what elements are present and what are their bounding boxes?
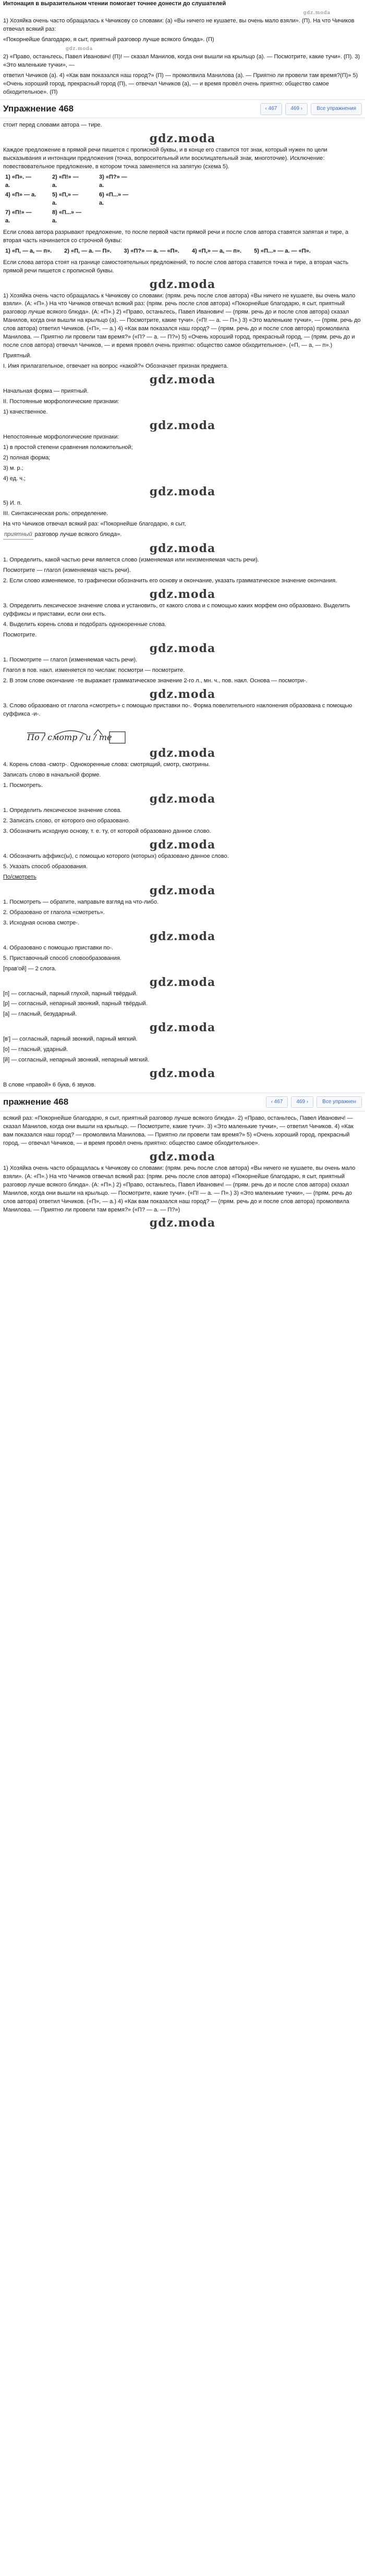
morpheme-diagram xyxy=(24,728,362,745)
answer-p17: Посмотрите — глагол (изменяемая часть речи). xyxy=(3,567,131,574)
answer-p32: 4. Обозначить аффикс(ы), с помощью которого (которых) образовано данное слово. xyxy=(3,853,229,860)
answer-p28: 1. Посмотреть. xyxy=(3,782,43,789)
answer-p42: [р] — согласный, непарный звонкий, парный твёрдый. xyxy=(3,1001,148,1007)
intro-section xyxy=(3,0,362,96)
intro-line-3: «Покорнейше благодарю, я сыт, приятный разговор лучше всякого блюда». (П) xyxy=(3,36,214,43)
next-exercise-button[interactable]: 469 › xyxy=(285,103,308,115)
prev-exercise-label: 467 xyxy=(268,106,277,112)
answer-p44: [в'] — согласный, парный звонкий, парный мягкий. xyxy=(3,1036,138,1043)
exercise-header xyxy=(0,99,365,118)
ending-mark xyxy=(110,732,125,743)
answer-p37: 3. Исходная основа смотре-. xyxy=(3,919,80,926)
answer-p2: Приятный. xyxy=(3,353,32,359)
watermark: gdz.moda xyxy=(149,687,216,701)
watermark: gdz.moda xyxy=(149,883,216,897)
theory-p2: Каждое предложение в прямой речи пишется с прописной буквы, и в конце его ставится тот знак, который нужен по цели высказывания и интонации предложения (точка, вопросительный или восклицательный знак, многоточие). Исключение: повествовательное предложение, в котором точка заменяется на запятую (схема 5). xyxy=(3,147,327,170)
morpheme-svg xyxy=(24,728,160,745)
scheme-item: 1) «П, — а, — п». xyxy=(5,247,52,254)
answer-p25: 3. Слово образовано от глагола «смотреть» с помощью приставки по-. Форма повелительного наклонения образована с помощью суффикса -и-. xyxy=(3,702,352,717)
answer-p8: 1) в простой степени сравнения положительной; xyxy=(3,444,133,451)
scheme-list-1 xyxy=(5,173,362,226)
watermark: gdz.moda xyxy=(149,975,216,989)
answer-p18: 2. Если слово изменяемое, то графически обозначить его основу и окончание, указать грамматическое значение окончания. xyxy=(3,578,337,584)
watermark: gdz.moda xyxy=(149,1216,216,1230)
second-p2: 1) Хозяйка очень часто обращалась к Чичикову со словами: (прям. речь после слов автора) «Вы ничего не кушаете, вы очень мало взяли». (А: «П».) На что Чичиков отвечал всякий раз: (прям. речь после слов автора) «Покорнейше благодарю, я сыт, приятный разговор лучше всякого блюда». (А: «П».) 2) «Право, останьтесь, Павел Иванович! — (прям. речь до и после слов автора) сказал Манилов, когда они вышли на крыльцо. — Посмотрите, какие тучи». («П! — а. — П».) 3) «Это маленькие тучки», — (прям. речь до слов автора) ответил Чичиков. («П», — а.) 4) «Как вам показался наш город? — (прям. речь до и после слов автора) промолвила Манилова. — Приятно ли провели там время?» («П? — а. — П?») xyxy=(3,1165,356,1213)
scheme-list-2 xyxy=(5,247,362,256)
answer-p26: 4. Корень слова -смотр-. Однокоренные слова: смотрящий, смотр, смотрины. xyxy=(3,761,210,768)
answer-p9: 2) полная форма; xyxy=(3,454,51,461)
answer-p13: III. Синтаксическая роль: определение. xyxy=(3,510,108,517)
theory-p3: Если слова автора разрывают предложение, то после первой части прямой речи и после слов автора ставятся запятая и тире, а вторая часть начинается со строчной буквы: xyxy=(3,229,349,244)
scheme-item: 4) «П,» — а, — п». xyxy=(191,247,242,254)
prev-exercise-button[interactable]: ‹ 467 xyxy=(260,103,283,115)
page xyxy=(0,0,365,1230)
scheme-item: 2) «П!» — а. xyxy=(52,174,79,189)
answer-p30: 2. Записать слово, от которого оно образовано. xyxy=(3,818,130,824)
watermark: gdz.moda xyxy=(149,792,216,806)
scheme-item: 6) «П...» — а. xyxy=(99,192,129,206)
scheme-item: 3) «П?» — а. xyxy=(99,174,127,189)
watermark: gdz.moda xyxy=(149,746,216,760)
answer-p29: 1. Определить лексическое значение слова. xyxy=(3,807,122,814)
intro-line-1 xyxy=(3,0,362,8)
scheme-item: 2) «П, — а. — П». xyxy=(64,247,112,254)
answer-p27: Записать слово в начальной форме. xyxy=(3,772,101,779)
scheme-item: 3) «П?» — а. — «П». xyxy=(124,247,179,254)
answer-p20: 4. Выделить корень слова и подобрать однокоренные слова. xyxy=(3,621,166,628)
theory-p4: Если слова автора стоят на границе самостоятельных предложений, то после слов автора ставится точка и тире, а вторая часть прямой речи пишется с прописной буквы. xyxy=(3,259,349,274)
underlined-word: приятный xyxy=(3,531,33,540)
scheme-item: 5) «П,» — а. xyxy=(52,192,79,206)
watermark: gdz.moda xyxy=(149,1021,216,1035)
intro-line-4: 2) «Право, останьтесь, Павел Иванович! (П)! — сказал Манилов, когда они вышли на крыльцо (а). — Посмотрите, какие тучи». (П). 3) «Это маленькие тучки», — xyxy=(3,53,360,68)
exercise-nav xyxy=(260,103,362,115)
answer-p1: 1) Хозяйка очень часто обращалась к Чичикову со словами: (прям. речь после слов автора) «Вы ничего не кушаете, вы очень мало взяли». (А: «П».) На что Чичиков отвечал всякий раз: (прям. речь после слов автора) «Покорнейше благодарю, я сыт, приятный разговор лучше всякого блюда». (А: «П».) 2) «Право, останьтесь, Павел Иванович! — (прям. речь до и после слов автора) сказал Манилов, когда они вышли на крыльцо (а). — Посмотрите, какие тучи». («П! — а. — П».) 3) «Это маленькие тучки», — (прям. речь до слов автора) ответил Чичиков. («П», — а.) 4) «Как вам показался наш город? — (прям. речь до и после слов автора) промолвила Манилова. — Приятно ли провели там время?» («П? — а. — П?») 5) «Очень хороший город, прекрасный город, — (прям. речь до и после слов автора) отвечал Чичиков, — и время провёл очень приятно: общество самое обходительное». («П, — а, — п».) xyxy=(3,292,361,349)
watermark: gdz.moda xyxy=(149,132,216,146)
exercise-title-repeat: пражнение 468 xyxy=(3,1096,69,1107)
scheme-item: 1) «П». — а. xyxy=(5,174,32,189)
answer-p14: На что Чичиков отвечал всякий раз: «Покорнейше благодарю, я сыт, xyxy=(3,521,186,528)
exercise-header-repeat xyxy=(0,1093,365,1111)
watermark: gdz.moda xyxy=(149,418,216,432)
answer-p39: 5. Приставочный способ словообразования. xyxy=(3,955,121,961)
theory-section xyxy=(3,121,362,275)
answer-p19: 3. Определить лексическое значение слова и установить, от какого слова и с помощью каких морфем оно образовано. Выделить суффиксы и приставки, если они есть. xyxy=(3,603,350,617)
watermark: gdz.moda xyxy=(66,46,93,52)
watermark: gdz.moda xyxy=(149,372,216,386)
intro-line-5: ответил Чичиков (а). 4) «Как вам показался наш город?» (П) — промолвила Манилова (а). — Приятно ли провели там время?(П)» 5) «Очень хороший город, прекрасный город (П), — отвечал Чичиков (а), — и время провёл очень приятно: общество самое обходительное». (П) xyxy=(3,72,358,95)
answer-p38: 4. Образовано с помощью приставки по-. xyxy=(3,944,114,951)
exercise-title: Упражнение 468 xyxy=(3,104,74,114)
answer-p11: 4) ед. ч.; xyxy=(3,475,26,482)
answer-p46: [й] — согласный, непарный звонкий, непарный мягкий. xyxy=(3,1057,150,1064)
watermark: gdz.moda xyxy=(149,641,216,655)
morpheme-text: По / смотр / и / те xyxy=(27,732,112,743)
watermark: gdz.moda xyxy=(149,277,216,291)
answer-p40: [прав'ой] — 2 слога. xyxy=(3,965,56,972)
scheme-item: 8) «П...» — а. xyxy=(52,209,82,224)
answer-p16: 1. Определить, какой частью речи является слово (изменяемая или неизменяемая часть речи). xyxy=(3,557,259,564)
prev-exercise-button[interactable]: ‹ 467 xyxy=(266,1096,288,1108)
all-exercises-button[interactable]: Все упражнения xyxy=(311,103,362,115)
answer-p22: 1. Посмотрите — глагол (изменяемая часть речи). xyxy=(3,656,138,663)
answer-p36: 2. Образовано от глагола «смотреть». xyxy=(3,909,105,916)
answer-p15 xyxy=(3,531,362,540)
watermark: gdz.moda xyxy=(149,838,216,852)
answer-section xyxy=(3,278,362,1090)
watermark: gdz.moda xyxy=(149,485,216,499)
watermark: gdz.moda xyxy=(149,1149,216,1164)
watermark: gdz.moda xyxy=(303,10,331,16)
intro-line-1-text: Интонация в выразительном чтении помогает точнее донести до слушателей xyxy=(3,1,226,7)
second-section xyxy=(3,1115,362,1230)
answer-p47: В слове «правой» 6 букв, 6 звуков. xyxy=(3,1082,96,1089)
intro-line-2: 1) Хозяйка очень часто обращалась к Чичикову со словами: (а) «Вы ничего не кушаете, вы очень мало взяли». (П). На что Чичиков отвечал всякий раз: xyxy=(3,17,355,32)
answer-p10: 3) м. р.; xyxy=(3,465,23,471)
answer-p45: [о] — гласный, ударный. xyxy=(3,1046,68,1053)
prev-exercise-label: 467 xyxy=(274,1098,283,1105)
next-exercise-label: 469 xyxy=(296,1098,306,1105)
watermark: gdz.moda xyxy=(149,542,216,556)
answer-p35: 1. Посмотреть — обратите, направьте взгляд на что-либо. xyxy=(3,898,159,905)
second-p1: всякий раз: «Покорнейше благодарю, я сыт, приятный разговор лучше всякого блюда». 2) «Право, останьтесь, Павел Иванович! — сказал Манилов, когда они вышли на крыльцо. — Посмотрите, какие тучи». 3) «Это маленькие тучки», — ответил Чичиков. 4) «Как вам показался наш город? — промолвила Манилова. — Приятно ли провели там время?» 5) «Очень хороший город, прекрасный город, — отвечал Чичиков, — и время провёл очень приятно: общество самое обходительное». xyxy=(3,1115,354,1146)
next-exercise-label: 469 xyxy=(290,106,300,112)
answer-p4: Начальная форма — приятный. xyxy=(3,387,89,394)
answer-p12: 5) И. п. xyxy=(3,500,22,507)
answer-p43: [а] — гласный, безударный. xyxy=(3,1011,77,1018)
answer-p33: 5. Указать способ образования. xyxy=(3,864,88,870)
theory-p1: стоит перед словами автора — тире. xyxy=(3,122,102,129)
answer-p15-rest: разговор лучше всякого блюда». xyxy=(34,531,122,538)
answer-p21: Посмотрите. xyxy=(3,631,37,638)
scheme-item: 7) «П!» — а. xyxy=(5,209,32,224)
scheme-item: 5) «П...» — а. — «П». xyxy=(254,247,311,254)
answer-p31: 3. Обозначить исходную основу, т. е. ту, от которой образовано данное слово. xyxy=(3,828,211,835)
all-exercises-button[interactable]: Все упражнен xyxy=(317,1096,362,1108)
answer-p41: [п] — согласный, парный глухой, парный твёрдый. xyxy=(3,990,138,997)
answer-p5: II. Постоянные морфологические признаки: xyxy=(3,398,119,405)
next-exercise-button[interactable]: 469 › xyxy=(291,1096,313,1108)
answer-p3: I. Имя прилагательное, отвечает на вопрос «какой?» Обозначает признак предмета. xyxy=(3,363,228,369)
watermark: gdz.moda xyxy=(149,929,216,943)
watermark: gdz.moda xyxy=(149,1067,216,1081)
answer-p34: По/смотреть xyxy=(3,873,36,880)
scheme-item: 4) «П» — а. xyxy=(5,192,36,198)
watermark: gdz.moda xyxy=(149,587,216,601)
answer-p23: Глагол в пов. накл. изменяется по числам: посмотри — посмотрите. xyxy=(3,667,185,673)
exercise-nav-repeat xyxy=(266,1096,362,1108)
answer-p6: 1) качественное. xyxy=(3,408,48,415)
answer-p7: Непостоянные морфологические признаки: xyxy=(3,433,119,440)
answer-p24: 2. В этом слове окончание -те выражает грамматическое значение 2-го л., мн. ч., пов. накл. Основа — посмотри-. xyxy=(3,677,308,684)
